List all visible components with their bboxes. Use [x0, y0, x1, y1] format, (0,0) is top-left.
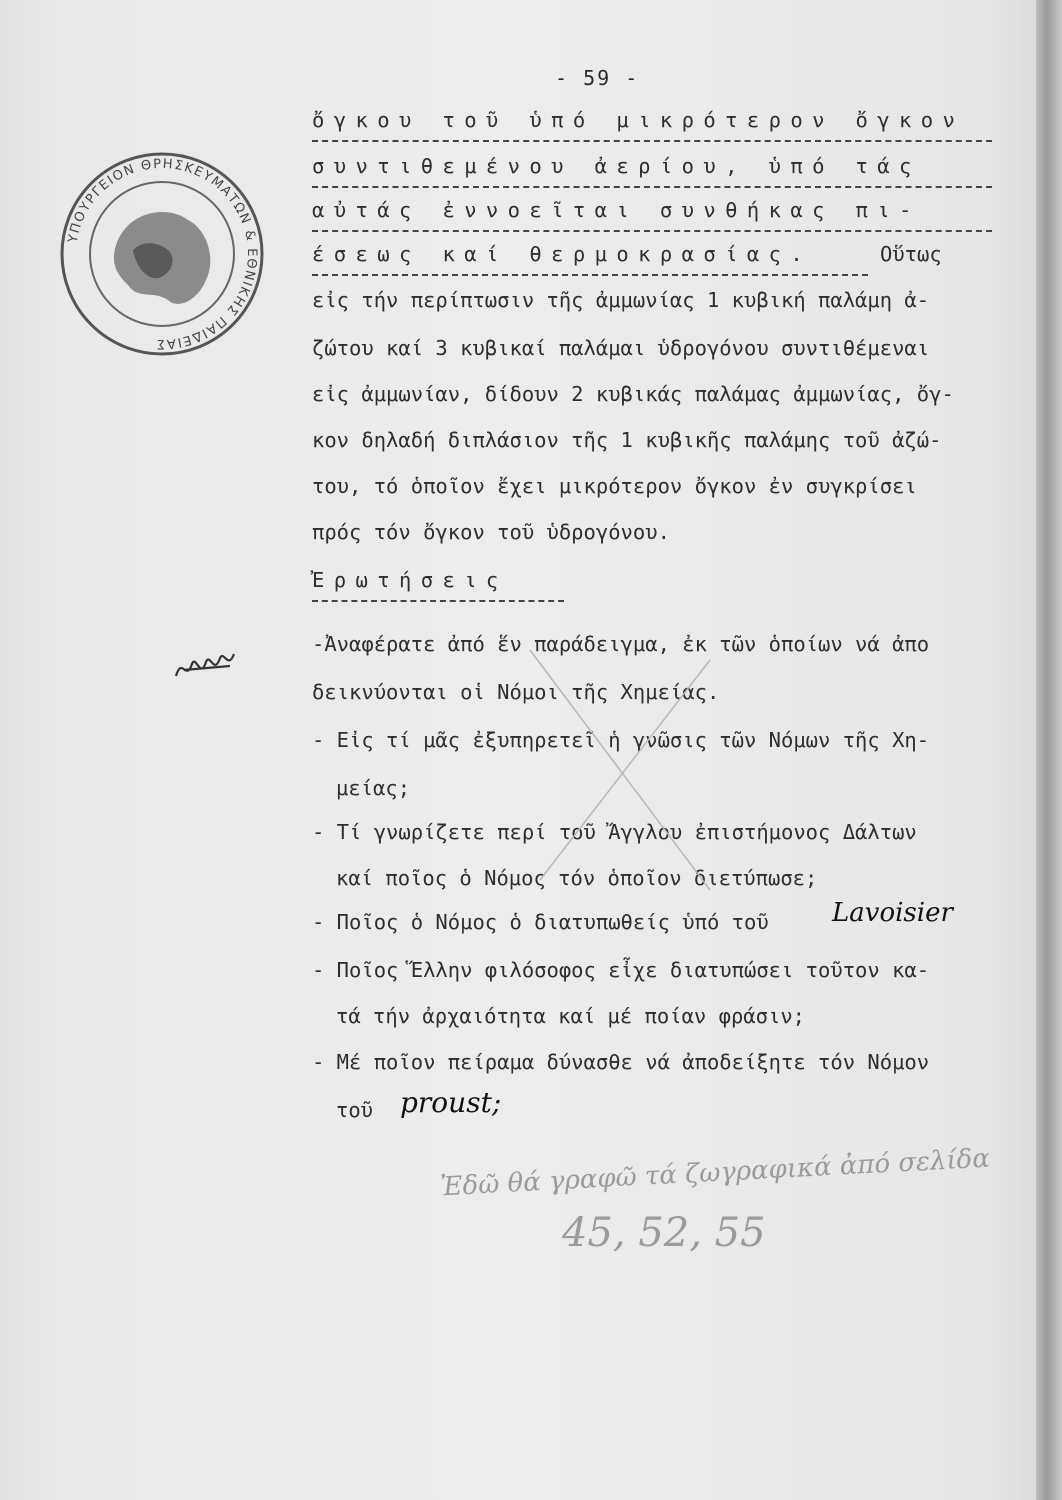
text-line: ζώτου καί 3 κυβικαί παλάμαι ὑδρογόνου συντιθέμεναι: [312, 336, 930, 360]
handwritten-lavoisier: Lavoisier: [832, 898, 953, 928]
text-line: ὄγκου τοῦ ὑπό μικρότερον ὄγκον: [312, 108, 965, 132]
stamp-text: ΥΠΟΥΡΓΕΙΟΝ ΘΡΗΣΚΕΥΜΑΤΩΝ & ΕΘΝΙΚΗΣ ΠΑΙΔΕΙΑΣ: [65, 156, 260, 352]
text-line: Οὕτως: [880, 242, 942, 266]
margin-signature: [172, 636, 242, 696]
text-line: κον δηλαδή διπλάσιον τῆς 1 κυβικῆς παλάμης τοῦ ἀζώ-: [312, 428, 942, 452]
question-line: - Εἰς τί μᾶς ἐξυπηρετεῖ ἡ γνῶσις τῶν Νόμων τῆς Χη-: [312, 728, 930, 752]
underline: [312, 140, 992, 142]
text-line: συντιθεμένου ἀερίου, ὑπό τάς: [312, 154, 921, 178]
page-edge: [1036, 0, 1062, 1500]
ministry-stamp: [58, 150, 266, 358]
pencil-note: Ἐδῶ θά γραφῶ τά ζωγραφικά ἀπό σελίδα: [439, 1143, 991, 1203]
question-line: - Τί γνωρίζετε περί τοῦ Ἄγγλου ἐπιστήμονος Δάλτων: [312, 820, 917, 844]
page-number: - 59 -: [555, 66, 640, 90]
text-line: αὐτάς ἐννοεῖται συνθήκας πι-: [312, 198, 921, 222]
text-line: εἰς ἀμμωνίαν, δίδουν 2 κυβικάς παλάμας ἀμμωνίας, ὄγ-: [312, 382, 954, 406]
question-line: καί ποῖος ὁ Νόμος τόν ὁποῖον διετύπωσε;: [336, 866, 818, 890]
text-line: έσεως καί θερμοκρασίας.: [312, 242, 813, 266]
heading-underline: [312, 600, 564, 602]
question-line: - Ποῖος Ἕλλην φιλόσοφος εἶχε διατυπώσει τοῦτον κα-: [312, 958, 930, 982]
question-line: δεικνύονται οἱ Νόμοι τῆς Χημείας.: [312, 680, 720, 704]
pencil-page-numbers: 45, 52, 55: [562, 1210, 766, 1256]
handwritten-proust: proust;: [400, 1086, 502, 1119]
pencil-cross-mark: [520, 640, 720, 900]
text-line: εἰς τήν περίπτωσιν τῆς ἀμμωνίας 1 κυβική παλάμη ἀ-: [312, 288, 930, 312]
text-line: του, τό ὁποῖον ἔχει μικρότερον ὄγκον ἐν συγκρίσει: [312, 474, 917, 498]
question-line: τά τήν ἀρχαιότητα καί μέ ποίαν φράσιν;: [336, 1004, 805, 1028]
question-line: - Μέ ποῖον πείραμα δύνασθε νά ἀποδείξητε τόν Νόμον: [312, 1050, 930, 1074]
underline: [312, 274, 868, 276]
question-line: -Ἀναφέρατε ἀπό ἕν παράδειγμα, ἐκ τῶν ὁποίων νά ἀπο: [312, 632, 930, 656]
text-line: πρός τόν ὄγκον τοῦ ὑδρογόνου.: [312, 520, 670, 544]
question-line: τοῦ: [336, 1098, 374, 1122]
question-line: μείας;: [336, 776, 411, 800]
underline: [312, 230, 992, 232]
question-line: - Ποῖος ὁ Νόμος ὁ διατυπωθείς ὑπό τοῦ: [312, 910, 769, 934]
questions-heading: Ἐρωτήσεις: [312, 568, 508, 592]
underline: [312, 186, 992, 188]
